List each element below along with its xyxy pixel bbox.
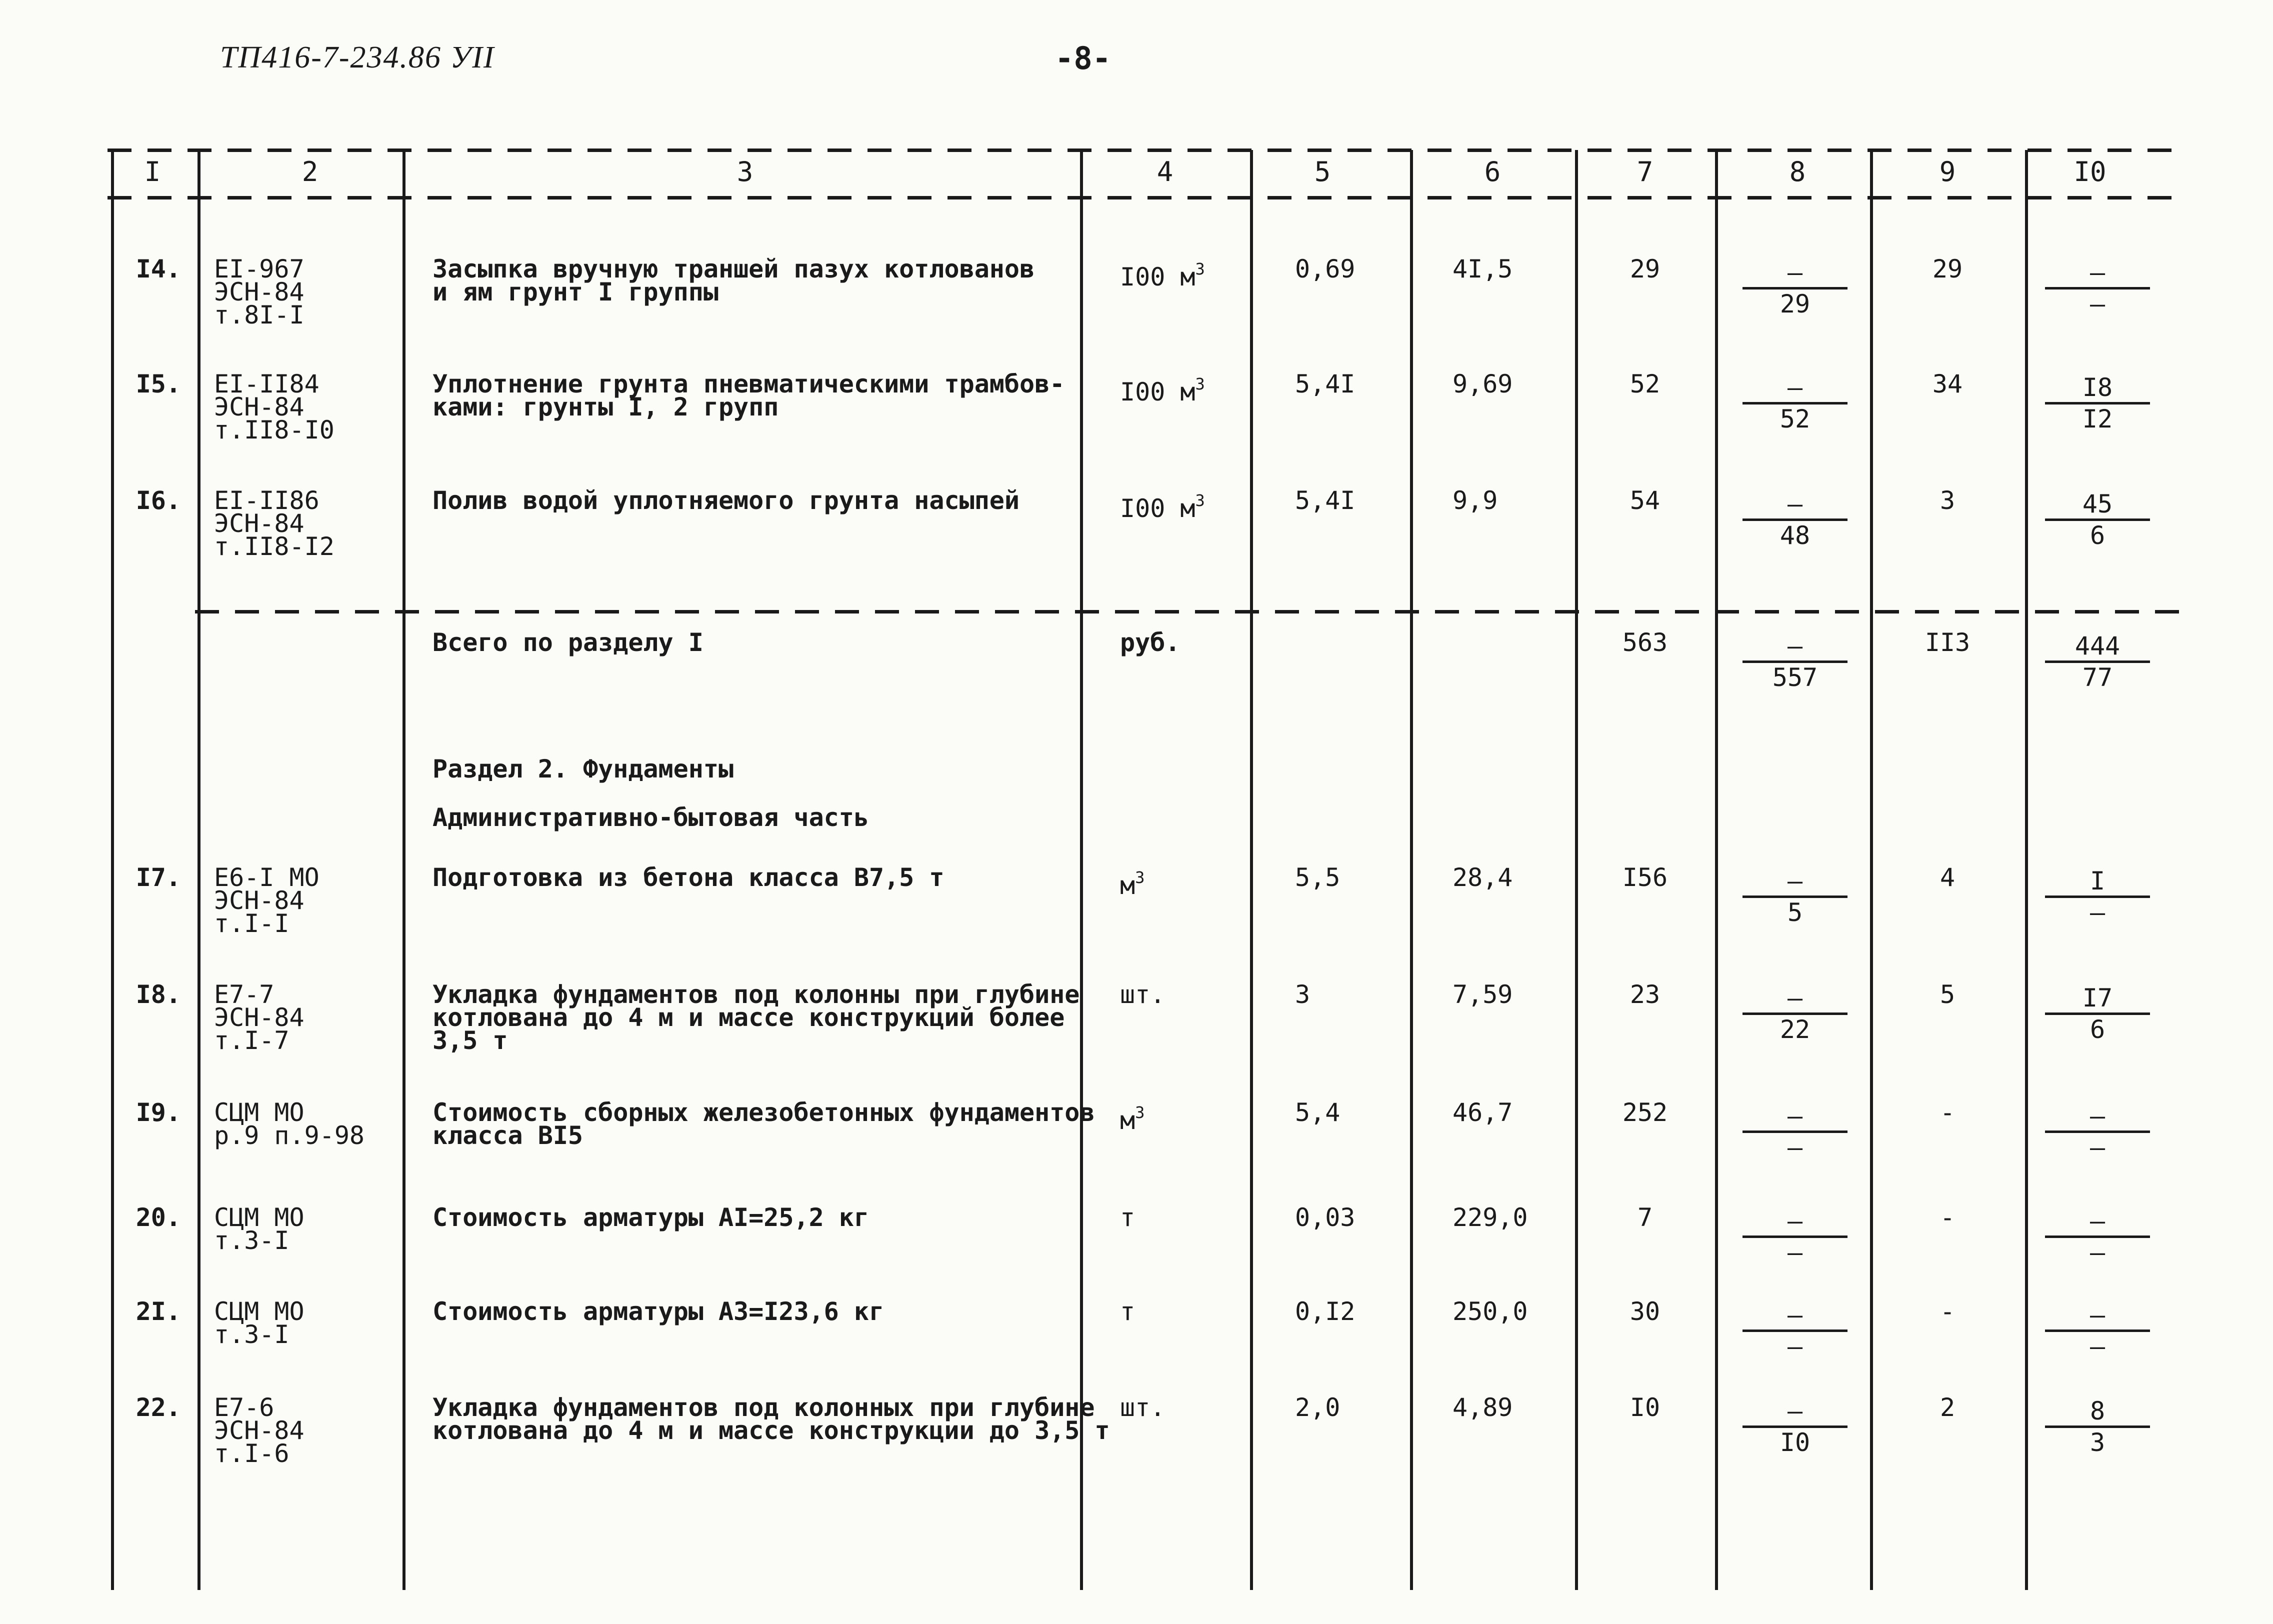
fraction-c8 xyxy=(1742,1398,1848,1455)
unit-exponent: 3 xyxy=(1195,374,1205,394)
total-cost: 52 xyxy=(1630,370,1660,398)
norm-code: ЭСН-84 xyxy=(214,1003,304,1032)
fraction-top: I7 xyxy=(2082,984,2113,1012)
document-code: ТП416-7-234.86 УII xyxy=(220,40,495,74)
unit-price: 250,0 xyxy=(1452,1297,1528,1326)
column-9-value: 2 xyxy=(1940,1393,1956,1422)
column-header: I0 xyxy=(2074,156,2106,188)
column-header: 5 xyxy=(1314,156,1331,188)
quantity: 0,I2 xyxy=(1295,1297,1356,1326)
fraction-top: – xyxy=(1787,1102,1803,1130)
work-description: ками: грунты I, 2 групп xyxy=(432,392,779,422)
fraction-bottom: 6 xyxy=(2090,521,2106,550)
row-number: I5. xyxy=(136,370,181,398)
fraction-top: I xyxy=(2090,866,2106,896)
work-description: Засыпка вручную траншей пазух котлованов xyxy=(432,254,1035,284)
column-9-value: 34 xyxy=(1932,370,1963,398)
fraction-c8 xyxy=(1742,868,1848,925)
column-divider xyxy=(1250,150,1253,1590)
unit xyxy=(1120,980,1166,1009)
header-bottom-rule xyxy=(108,196,2175,200)
quantity: 0,69 xyxy=(1295,254,1356,284)
column-header: 3 xyxy=(736,156,754,188)
column-9-value: - xyxy=(1940,1098,1956,1127)
fraction-c8 xyxy=(1742,1302,1848,1359)
norm-code: т.I-I xyxy=(214,909,290,938)
fraction-bottom: – xyxy=(2090,1133,2106,1162)
norm-code: т.II8-I2 xyxy=(214,532,334,561)
fraction-c10 xyxy=(2045,986,2150,1042)
fraction-top: – xyxy=(2090,1206,2106,1236)
fraction-bottom: 77 xyxy=(2082,663,2113,692)
norm-code: СЦМ МО xyxy=(214,1203,304,1232)
fraction-top: – xyxy=(1787,1396,1803,1426)
fraction-c10 xyxy=(2045,868,2150,925)
norm-code: т.I-7 xyxy=(214,1026,290,1055)
column-header: 8 xyxy=(1789,156,1806,188)
unit-price: 9,69 xyxy=(1452,370,1513,398)
work-description: котлована до 4 м и массе конструкции до 3,5 т xyxy=(432,1416,1110,1445)
unit xyxy=(1120,1101,1145,1135)
unit-base: м xyxy=(1120,1106,1136,1135)
fraction-bottom: 3 xyxy=(2090,1428,2106,1457)
work-description: и ям грунт I группы xyxy=(432,278,718,306)
fraction-top: – xyxy=(2090,1300,2106,1330)
work-description: Укладка фундаментов под колонны при глубине xyxy=(432,980,1080,1009)
work-description: 3,5 т xyxy=(432,1026,508,1055)
fraction-bottom: – xyxy=(1787,1238,1803,1267)
work-description: Стоимость арматуры АI=25,2 кг xyxy=(432,1203,869,1232)
quantity: 5,4I xyxy=(1295,486,1356,515)
norm-code: ЭСН-84 xyxy=(214,392,304,422)
section-subtitle: Административно-бытовая часть xyxy=(432,803,869,832)
norm-code: СЦМ МО xyxy=(214,1098,304,1127)
fraction-top: I8 xyxy=(2082,373,2113,402)
quantity: 5,4 xyxy=(1295,1098,1340,1127)
column-9-value: 29 xyxy=(1932,254,1963,284)
row-number: I6. xyxy=(136,486,181,515)
fraction-c8 xyxy=(1742,1208,1848,1265)
fraction-c8 xyxy=(1742,260,1848,316)
quantity: 5,5 xyxy=(1295,863,1340,892)
quantity: 2,0 xyxy=(1295,1393,1340,1422)
row-number: 22. xyxy=(136,1393,181,1422)
norm-code: EI-II86 xyxy=(214,486,320,515)
fraction-bottom: 6 xyxy=(2090,1015,2106,1044)
norm-code: СЦМ МО xyxy=(214,1297,304,1326)
fraction-bottom: – xyxy=(2090,290,2106,318)
fraction-top: – xyxy=(2090,258,2106,287)
work-description: класса ВI5 xyxy=(432,1121,584,1150)
fraction-top: 444 xyxy=(2074,632,2120,660)
subtotal-total: 563 xyxy=(1622,628,1668,657)
unit-price: 229,0 xyxy=(1452,1203,1528,1232)
column-divider xyxy=(1715,150,1718,1590)
work-description: Стоимость арматуры А3=I23,6 кг xyxy=(432,1297,884,1326)
fraction-c10 xyxy=(2045,1104,2150,1160)
fraction-bottom: – xyxy=(2090,898,2106,927)
norm-code: Е7-7 xyxy=(214,980,274,1009)
fraction-c10 xyxy=(2045,260,2150,316)
row-number: 2I. xyxy=(136,1297,181,1326)
work-description: Уплотнение грунта пневматическими трамбов- xyxy=(432,370,1065,398)
fraction-c8 xyxy=(1742,375,1848,432)
column-divider xyxy=(1575,150,1578,1590)
unit-base: шт. xyxy=(1120,980,1166,1009)
fraction-top: – xyxy=(1787,984,1803,1012)
page-number: -8- xyxy=(1055,40,1111,76)
row-number: I4. xyxy=(136,254,181,284)
unit-base: I00 м xyxy=(1120,378,1196,406)
fraction-c10 xyxy=(2045,492,2150,548)
total-cost: I56 xyxy=(1622,863,1668,892)
norm-code: т.I-6 xyxy=(214,1439,290,1468)
column-header: 9 xyxy=(1939,156,1956,188)
work-description: Подготовка из бетона класса В7,5 т xyxy=(432,863,944,892)
column-9-value: 5 xyxy=(1940,980,1956,1009)
fraction-bottom: – xyxy=(2090,1332,2106,1361)
norm-code: т.3-I xyxy=(214,1226,290,1255)
unit-base: I00 м xyxy=(1120,262,1196,292)
unit xyxy=(1120,1203,1136,1232)
fraction-top: – xyxy=(1787,866,1803,896)
column-divider xyxy=(198,150,200,1590)
total-cost: 7 xyxy=(1637,1203,1653,1232)
fraction-bottom: 557 xyxy=(1772,663,1818,692)
norm-code: р.9 п.9-98 xyxy=(214,1121,365,1150)
fraction-bottom: 52 xyxy=(1780,404,1810,434)
fraction-c8 xyxy=(1742,1104,1848,1160)
column-9-value: 4 xyxy=(1940,863,1956,892)
unit xyxy=(1120,258,1205,292)
fraction-c10 xyxy=(2045,634,2150,690)
fraction-top: – xyxy=(1787,258,1803,287)
norm-code: Е7-6 xyxy=(214,1393,274,1422)
unit xyxy=(1120,1297,1136,1326)
unit-exponent: 3 xyxy=(1195,491,1205,510)
quantity: 0,03 xyxy=(1295,1203,1356,1232)
column-divider xyxy=(402,150,406,1590)
fraction-top: 45 xyxy=(2082,490,2113,518)
norm-code: Е6-I МО xyxy=(214,863,320,892)
fraction-bottom: 48 xyxy=(1780,521,1810,550)
fraction-top: 8 xyxy=(2090,1396,2106,1426)
row-number: I7. xyxy=(136,863,181,892)
column-header: 4 xyxy=(1156,156,1174,188)
fraction-bottom: 22 xyxy=(1780,1015,1810,1044)
row-number: I9. xyxy=(136,1098,181,1127)
fraction-c10 xyxy=(2045,1208,2150,1265)
total-cost: 30 xyxy=(1630,1297,1660,1326)
fraction-bottom: – xyxy=(1787,1133,1803,1162)
unit-base: шт. xyxy=(1120,1393,1166,1422)
quantity: 5,4I xyxy=(1295,370,1356,398)
column-header: 7 xyxy=(1636,156,1654,188)
fraction-bottom: 5 xyxy=(1787,898,1803,927)
norm-code: EI-967 xyxy=(214,254,304,284)
fraction-top: – xyxy=(2090,1102,2106,1130)
unit-price: 4,89 xyxy=(1452,1393,1513,1422)
row-number: 20. xyxy=(136,1203,181,1232)
header-top-rule xyxy=(108,148,2175,152)
norm-code: ЭСН-84 xyxy=(214,886,304,915)
column-divider xyxy=(2025,150,2028,1590)
subtotal-column-9: II3 xyxy=(1924,628,1970,657)
fraction-bottom: 29 xyxy=(1780,290,1810,318)
norm-code: ЭСН-84 xyxy=(214,509,304,538)
work-description: котлована до 4 м и массе конструкций более xyxy=(432,1003,1065,1032)
unit-exponent: 3 xyxy=(1135,1103,1145,1122)
norm-code: т.II8-I0 xyxy=(214,416,334,444)
fraction-top: – xyxy=(1787,632,1803,660)
quantity: 3 xyxy=(1295,980,1310,1009)
norm-code: т.8I-I xyxy=(214,300,304,330)
fraction-top: – xyxy=(1787,373,1803,402)
unit xyxy=(1120,1393,1166,1422)
fraction-c8 xyxy=(1742,634,1848,690)
column-header: 6 xyxy=(1484,156,1501,188)
unit xyxy=(1120,866,1145,900)
fraction-bottom: – xyxy=(2090,1238,2106,1267)
subtotal-unit: руб. xyxy=(1120,628,1180,657)
column-header: I xyxy=(144,156,161,188)
norm-code: ЭСН-84 xyxy=(214,1416,304,1445)
column-9-value: - xyxy=(1940,1203,1956,1232)
unit-price: 46,7 xyxy=(1452,1098,1513,1127)
unit-price: 9,9 xyxy=(1452,486,1498,515)
work-description: Стоимость сборных железобетонных фундаментов xyxy=(432,1098,1095,1127)
fraction-c10 xyxy=(2045,375,2150,432)
column-divider xyxy=(111,150,114,1590)
total-cost: 29 xyxy=(1630,254,1660,284)
unit-exponent: 3 xyxy=(1135,868,1145,887)
total-cost: 23 xyxy=(1630,980,1660,1009)
row-number: I8. xyxy=(136,980,181,1009)
total-cost: 54 xyxy=(1630,486,1660,515)
work-description: Укладка фундаментов под колонных при глубине xyxy=(432,1393,1095,1422)
subtotal-label: Всего по разделу I xyxy=(432,628,704,657)
total-cost: 252 xyxy=(1622,1098,1668,1127)
unit xyxy=(1120,489,1205,523)
unit-base: т xyxy=(1120,1203,1136,1232)
section-title: Раздел 2. Фундаменты xyxy=(432,754,734,784)
fraction-c10 xyxy=(2045,1398,2150,1455)
fraction-c10 xyxy=(2045,1302,2150,1359)
norm-code: ЭСН-84 xyxy=(214,278,304,306)
total-cost: I0 xyxy=(1630,1393,1660,1422)
unit xyxy=(1120,372,1205,404)
fraction-c8 xyxy=(1742,492,1848,548)
work-description: Полив водой уплотняемого грунта насыпей xyxy=(432,486,1020,515)
fraction-bottom: I2 xyxy=(2082,404,2113,434)
column-divider xyxy=(1410,150,1413,1590)
column-9-value: - xyxy=(1940,1297,1956,1326)
unit-base: м xyxy=(1120,871,1136,900)
fraction-top: – xyxy=(1787,1300,1803,1330)
unit-price: 7,59 xyxy=(1452,980,1513,1009)
norm-code: EI-II84 xyxy=(214,370,320,398)
fraction-top: – xyxy=(1787,490,1803,518)
norm-code: т.3-I xyxy=(214,1320,290,1349)
unit-price: 28,4 xyxy=(1452,863,1513,892)
column-header: 2 xyxy=(302,156,318,188)
fraction-bottom: I0 xyxy=(1780,1428,1810,1457)
fraction-top: – xyxy=(1787,1206,1803,1236)
unit-exponent: 3 xyxy=(1195,260,1205,278)
column-9-value: 3 xyxy=(1940,486,1956,515)
unit-base: I00 м xyxy=(1120,494,1196,523)
column-divider xyxy=(1080,150,1083,1590)
subtotal-rule xyxy=(195,610,2185,614)
column-divider xyxy=(1870,150,1873,1590)
fraction-bottom: – xyxy=(1787,1332,1803,1361)
unit-base: т xyxy=(1120,1297,1136,1326)
unit-price: 4I,5 xyxy=(1452,254,1513,284)
fraction-c8 xyxy=(1742,986,1848,1042)
